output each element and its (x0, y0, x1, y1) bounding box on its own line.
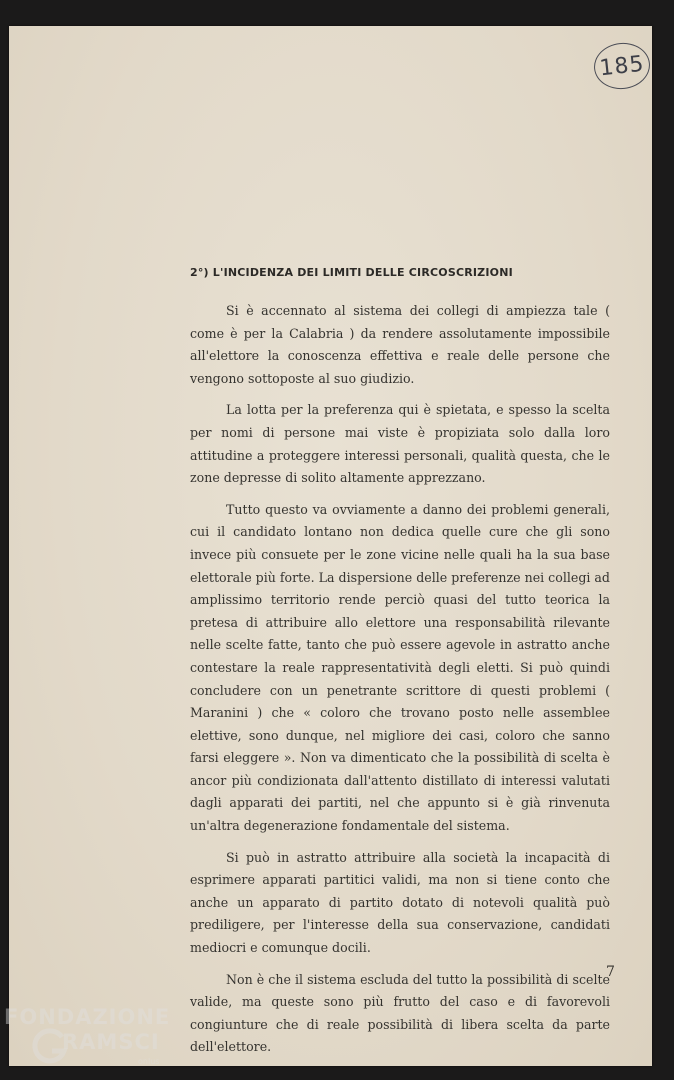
body-text (190, 300, 610, 1066)
archive-number-stamp (592, 40, 652, 92)
paragraph-1: Si è accennato al sistema dei collegi di ampiezza tale ( come è per la Calabria ) da rendere assolutamente impossibile all'elettore la conoscenza effettiva e reale delle persone che vengono sottoposte al suo giudizio. (190, 303, 610, 386)
paragraph-5: Non è che il sistema escluda del tutto la possibilità di scelte valide, ma queste sono più frutto del caso e di favorevoli congiunture che di reale possibilità di libera scelta da parte dell'elettore. (190, 971, 610, 1055)
paragraph-4: Si può in astratto attribuire alla società la incapacità di esprimere apparati partitici validi, ma non si tiene conto che anche un apparato di partito dotato di notevoli qualità può prediligere, per l'interesse della sua conservazione, candidati mediocri e comunque docili. (190, 849, 610, 956)
watermark-small: onlus (138, 1057, 160, 1066)
section-heading: 2°) L'INCIDENZA DEI LIMITI DELLE CIRCOSCRIZIONI (190, 266, 513, 279)
watermark-line-2: RAMSCI (62, 1030, 160, 1054)
paragraph-3: Tutto questo va ovviamente a danno dei problemi generali, cui il candidato lontano non dedica quelle cure che gli sono invece più consuete per le zone vicine nelle quali ha la sua base elettorale più forte. La dispersione delle preferenze nei collegi ad amplissimo territorio rende perciò quasi del tutto teorica la pretesa di attribuire allo elettore una responsabilità rilevante nelle scelte fatte, tanto che può essere agevole in astratto anche contestare la reale rappresentatività degli eletti. Si può quindi concludere con un penetrante scrittore di questi problemi ( Maranini ) che « coloro che trovano posto nelle assemblee elettive, sono dunque, nel migliore dei casi, coloro che sanno farsi eleggere ». Non va dimenticato che la possibilità di scelta è ancor più condizionata dall'attento distillato di interessi valutati dagli apparati dei partiti, nel che appunto si è già rinvenuta un'altra degenerazione fondamentale del sistema. (190, 501, 610, 834)
watermark-line-1: FONDAZIONE (4, 1005, 171, 1029)
document-page (9, 26, 652, 1066)
archive-number: 185 (598, 51, 646, 81)
page-number: 7 (606, 964, 615, 980)
paragraph-2: La lotta per la preferenza qui è spietata, e spesso la scelta per nomi di persone mai viste è propiziata solo dalla loro attitudine a proteggere interessi personali, qualità questa, che le zone depresse di solito altamente apprezzano. (190, 402, 610, 486)
fondazione-gramsci-watermark (2, 1005, 182, 1077)
